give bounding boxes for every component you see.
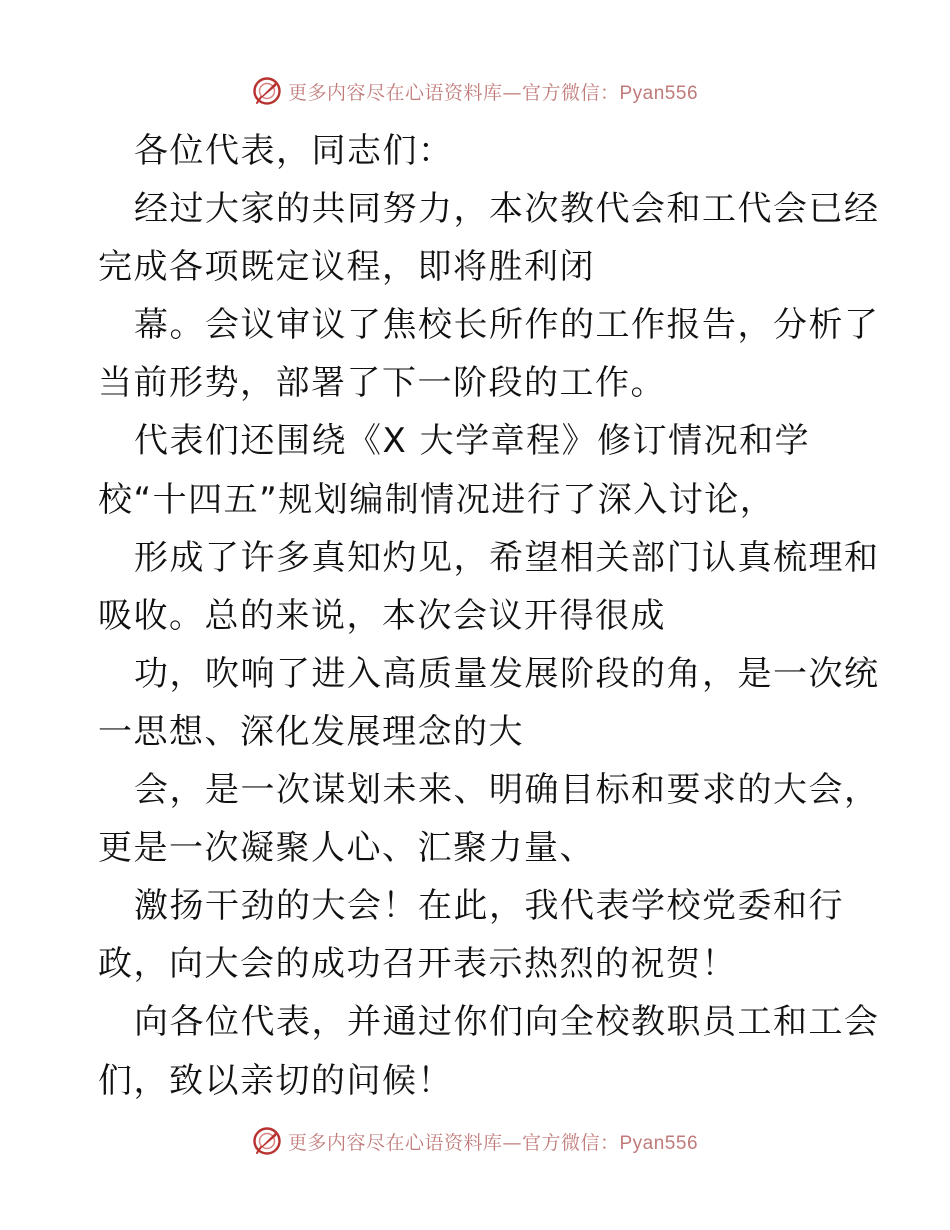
quill-pen-logo-icon <box>252 1126 282 1156</box>
watermark-handle: Pyan556 <box>619 82 699 104</box>
text-line: 形成了许多真知灼见，希望相关部门认真梳理和 <box>134 537 880 578</box>
text-line: 幕。会议审议了焦校长所作的工作报告，分析了 <box>134 305 880 346</box>
watermark-content <box>252 76 698 106</box>
watermark-label: 更多内容尽在心语资料库—官方微信： <box>287 1131 620 1154</box>
text-line: 们，致以亲切的问候！ <box>98 1060 453 1101</box>
text-line: 各位代表，同志们： <box>134 131 454 171</box>
watermark-content <box>252 1126 698 1156</box>
text-line: 会，是一次谋划未来、明确目标和要求的大会， <box>134 770 880 811</box>
quill-pen-logo-icon <box>252 76 282 106</box>
text-line: 经过大家的共同努力，本次教代会和工代会已经 <box>134 189 880 230</box>
text-line: 当前形势，部署了下一阶段的工作。 <box>98 363 666 404</box>
text-line: 代表们还围绕《X 大学章程》修订情况和学 <box>134 421 811 462</box>
text-line: 校“十四五”规划编制情况进行了深入讨论， <box>98 479 776 520</box>
header-watermark <box>0 71 950 111</box>
text-line: 向各位代表，并通过你们向全校教职员工和工会 <box>134 1002 880 1043</box>
text-line: 功，吹响了进入高质量发展阶段的角，是一次统 <box>134 653 880 694</box>
watermark-text <box>288 78 698 105</box>
text-line: 更是一次凝聚人心、汇聚力量、 <box>98 828 595 869</box>
text-line: 激扬干劲的大会！在此，我代表学校党委和行 <box>134 886 844 927</box>
text-line: 一思想、深化发展理念的大 <box>98 711 524 752</box>
watermark-handle: Pyan556 <box>619 1132 699 1154</box>
text-line: 吸收。总的来说，本次会议开得很成 <box>98 595 666 636</box>
footer-watermark <box>0 1121 950 1161</box>
text-line: 政，向大会的成功召开表示热烈的祝贺！ <box>98 944 737 985</box>
text-line: 完成各项既定议程，即将胜利闭 <box>98 247 595 288</box>
speech-body <box>98 122 880 1110</box>
watermark-text <box>288 1128 698 1155</box>
watermark-label: 更多内容尽在心语资料库—官方微信： <box>287 81 620 104</box>
